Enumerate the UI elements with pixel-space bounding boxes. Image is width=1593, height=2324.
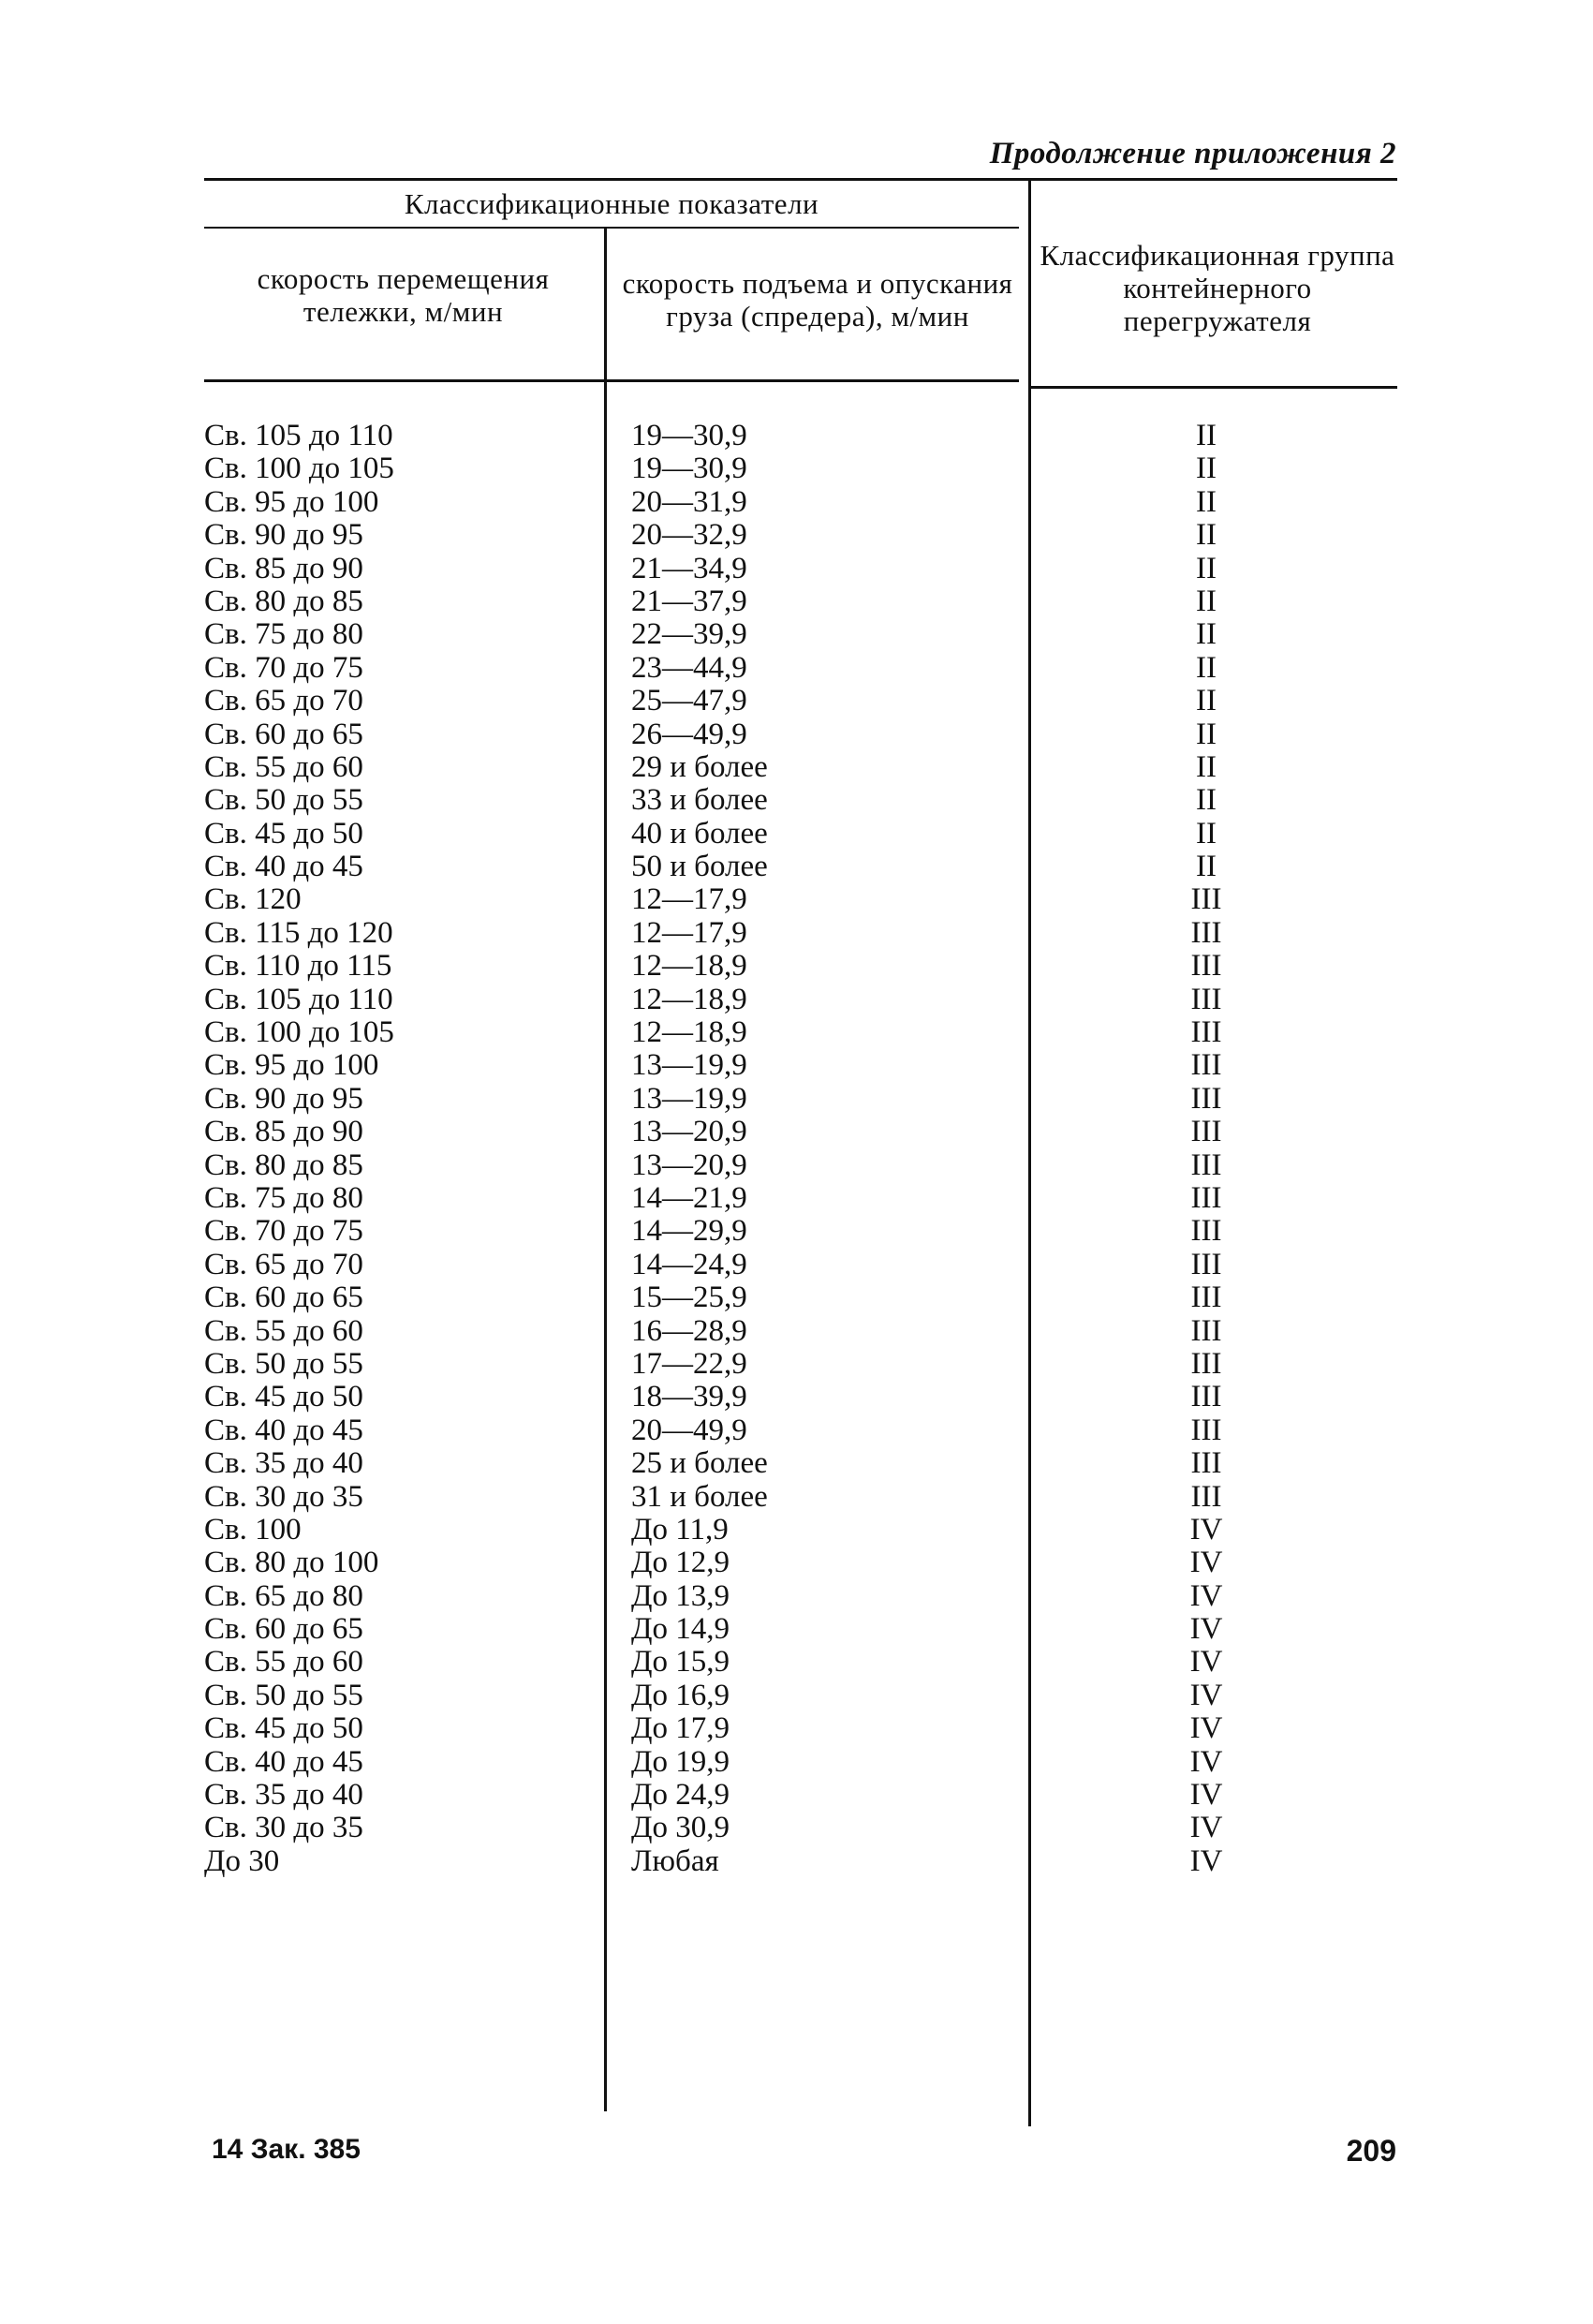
- trolley-speed-cell: Св. 45 до 50: [204, 816, 363, 851]
- lift-speed-cell: 15—25,9: [631, 1280, 747, 1315]
- lift-speed-cell: 31 и более: [631, 1479, 768, 1514]
- lift-speed-cell: 19—30,9: [631, 451, 747, 486]
- table-row: [204, 883, 1397, 916]
- trolley-speed-cell: Св. 30 до 35: [204, 1811, 363, 1845]
- lift-speed-cell: 20—31,9: [631, 484, 747, 519]
- trolley-speed-cell: Св. 65 до 70: [204, 684, 363, 718]
- class-group-cell: III: [1190, 1048, 1222, 1083]
- page-number: 209: [1346, 2134, 1396, 2168]
- lift-speed-cell: 13—20,9: [631, 1115, 747, 1149]
- trolley-speed-cell: Св. 70 до 75: [204, 1214, 363, 1249]
- trolley-speed-cell: Св. 95 до 100: [204, 1048, 379, 1083]
- class-group-cell: III: [1190, 949, 1222, 984]
- trolley-speed-cell: Св. 55 до 60: [204, 1313, 363, 1348]
- lift-speed-cell: 29 и более: [631, 749, 768, 784]
- class-group-cell: III: [1190, 982, 1222, 1016]
- class-group-cell: II: [1196, 816, 1217, 851]
- lift-speed-cell: До 16,9: [631, 1678, 730, 1712]
- class-group-cell: II: [1196, 717, 1217, 751]
- trolley-speed-cell: Св. 110 до 115: [204, 949, 392, 984]
- table-row: [204, 1249, 1397, 1281]
- trolley-speed-cell: Св. 65 до 80: [204, 1578, 363, 1613]
- lift-speed-cell: До 11,9: [631, 1512, 729, 1547]
- lift-speed-cell: 21—37,9: [631, 584, 747, 618]
- table-row: [204, 1547, 1397, 1579]
- table-row: [204, 585, 1397, 618]
- table-row: [204, 818, 1397, 851]
- class-group-cell: III: [1190, 1180, 1222, 1215]
- table-row: [204, 984, 1397, 1016]
- table-body: [204, 420, 1397, 1878]
- class-group-cell: II: [1196, 850, 1217, 884]
- class-group-cell: IV: [1189, 1645, 1223, 1680]
- table-row: [204, 1812, 1397, 1844]
- trolley-speed-cell: Св. 120: [204, 882, 302, 917]
- trolley-speed-cell: Св. 85 до 90: [204, 551, 363, 585]
- class-group-cell: II: [1196, 684, 1217, 718]
- class-group-cell: III: [1190, 1280, 1222, 1315]
- trolley-speed-cell: Св. 55 до 60: [204, 749, 363, 784]
- trolley-speed-cell: Св. 80 до 100: [204, 1546, 379, 1580]
- class-group-cell: IV: [1189, 1811, 1223, 1845]
- table-row: [204, 1845, 1397, 1878]
- trolley-speed-cell: Св. 75 до 80: [204, 617, 363, 652]
- trolley-speed-cell: Св. 35 до 40: [204, 1446, 363, 1481]
- class-group-cell: III: [1190, 1413, 1222, 1447]
- lift-speed-cell: 40 и более: [631, 816, 768, 851]
- class-group-cell: II: [1196, 783, 1217, 818]
- lift-speed-cell: 13—19,9: [631, 1048, 747, 1083]
- table-row: [204, 1580, 1397, 1613]
- lift-speed-cell: 13—19,9: [631, 1081, 747, 1116]
- table-top-rule: [204, 178, 1397, 181]
- lift-speed-cell: 13—20,9: [631, 1147, 747, 1182]
- col-header-lift-speed: скорость подъема и опускания груза (спредера), м/мин: [622, 267, 1013, 333]
- lift-speed-cell: До 15,9: [631, 1645, 730, 1680]
- header-bottom-rule-right: [1030, 386, 1397, 389]
- class-group-cell: II: [1196, 451, 1217, 486]
- trolley-speed-cell: Св. 45 до 50: [204, 1380, 363, 1414]
- lift-speed-cell: 23—44,9: [631, 650, 747, 685]
- class-group-cell: IV: [1189, 1843, 1223, 1878]
- trolley-speed-cell: Св. 45 до 50: [204, 1711, 363, 1746]
- trolley-speed-cell: Св. 85 до 90: [204, 1115, 363, 1149]
- lift-speed-cell: Любая: [631, 1843, 719, 1878]
- class-group-cell: II: [1196, 419, 1217, 452]
- class-group-cell: III: [1190, 1479, 1222, 1514]
- trolley-speed-cell: Св. 100 до 105: [204, 451, 394, 486]
- lift-speed-cell: 33 и более: [631, 783, 768, 818]
- class-group-cell: II: [1196, 518, 1217, 553]
- lift-speed-cell: 22—39,9: [631, 617, 747, 652]
- class-group-cell: II: [1196, 584, 1217, 618]
- table-row: [204, 553, 1397, 585]
- trolley-speed-cell: Св. 80 до 85: [204, 1147, 363, 1182]
- table-row: [204, 1746, 1397, 1779]
- table-row: [204, 784, 1397, 817]
- table-row: [204, 1447, 1397, 1480]
- trolley-speed-cell: Св. 50 до 55: [204, 783, 363, 818]
- class-group-cell: III: [1190, 1081, 1222, 1116]
- table-row: [204, 1149, 1397, 1182]
- lift-speed-cell: 12—17,9: [631, 915, 747, 950]
- lift-speed-cell: 14—24,9: [631, 1247, 747, 1281]
- class-group-cell: IV: [1189, 1546, 1223, 1580]
- trolley-speed-cell: Св. 60 до 65: [204, 1612, 363, 1647]
- lift-speed-cell: До 24,9: [631, 1778, 730, 1813]
- table-row: [204, 1680, 1397, 1712]
- trolley-speed-cell: Св. 90 до 95: [204, 1081, 363, 1116]
- table-row: [204, 718, 1397, 751]
- class-group-cell: II: [1196, 650, 1217, 685]
- table-row: [204, 1613, 1397, 1646]
- class-group-cell: III: [1190, 1115, 1222, 1149]
- lift-speed-cell: 19—30,9: [631, 419, 747, 452]
- class-group-cell: IV: [1189, 1512, 1223, 1547]
- table-row: [204, 1281, 1397, 1314]
- table-row: [204, 452, 1397, 485]
- table-row: [204, 1414, 1397, 1447]
- table-row: [204, 486, 1397, 519]
- continuation-caption: Продолжение приложения 2: [989, 137, 1396, 170]
- lift-speed-cell: 20—32,9: [631, 518, 747, 553]
- table-row: [204, 1646, 1397, 1679]
- lift-speed-cell: До 17,9: [631, 1711, 730, 1746]
- trolley-speed-cell: Св. 60 до 65: [204, 1280, 363, 1315]
- lift-speed-cell: 14—21,9: [631, 1180, 747, 1215]
- trolley-speed-cell: Св. 100: [204, 1512, 302, 1547]
- table-row: [204, 519, 1397, 552]
- trolley-speed-cell: Св. 80 до 85: [204, 584, 363, 618]
- class-group-cell: III: [1190, 1015, 1222, 1050]
- table-row: [204, 1049, 1397, 1082]
- lift-speed-cell: 12—18,9: [631, 982, 747, 1016]
- class-group-cell: III: [1190, 1380, 1222, 1414]
- trolley-speed-cell: До 30: [204, 1843, 280, 1878]
- table-row: [204, 1779, 1397, 1812]
- trolley-speed-cell: Св. 40 до 45: [204, 1413, 363, 1447]
- lift-speed-cell: 17—22,9: [631, 1346, 747, 1381]
- col-header-trolley-speed: скорость перемещения тележки, м/мин: [257, 262, 550, 328]
- table-row: [204, 1481, 1397, 1514]
- lift-speed-cell: 25 и более: [631, 1446, 768, 1481]
- trolley-speed-cell: Св. 90 до 95: [204, 518, 363, 553]
- class-group-cell: II: [1196, 551, 1217, 585]
- trolley-speed-cell: Св. 95 до 100: [204, 484, 379, 519]
- table-row: [204, 1016, 1397, 1049]
- class-group-cell: III: [1190, 882, 1222, 917]
- lift-speed-cell: До 14,9: [631, 1612, 730, 1647]
- trolley-speed-cell: Св. 105 до 110: [204, 982, 393, 1016]
- lift-speed-cell: 12—17,9: [631, 882, 747, 917]
- table-row: [204, 1116, 1397, 1148]
- trolley-speed-cell: Св. 65 до 70: [204, 1247, 363, 1281]
- print-order-note: 14 Зак. 385: [212, 2134, 361, 2165]
- header-bottom-rule-left: [204, 379, 1019, 382]
- class-group-cell: III: [1190, 1247, 1222, 1281]
- lift-speed-cell: 16—28,9: [631, 1313, 747, 1348]
- table-row: [204, 1381, 1397, 1414]
- class-group-cell: IV: [1189, 1711, 1223, 1746]
- table-row: [204, 1348, 1397, 1381]
- class-group-cell: IV: [1189, 1578, 1223, 1613]
- table-row: [204, 652, 1397, 685]
- class-group-cell: II: [1196, 484, 1217, 519]
- trolley-speed-cell: Св. 60 до 65: [204, 717, 363, 751]
- class-group-cell: IV: [1189, 1612, 1223, 1647]
- table-row: [204, 917, 1397, 950]
- lift-speed-cell: 12—18,9: [631, 1015, 747, 1050]
- table-row: [204, 420, 1397, 452]
- table-row: [204, 685, 1397, 718]
- class-group-cell: III: [1190, 1446, 1222, 1481]
- trolley-speed-cell: Св. 75 до 80: [204, 1180, 363, 1215]
- lift-speed-cell: До 19,9: [631, 1744, 730, 1779]
- class-group-cell: IV: [1189, 1744, 1223, 1779]
- class-group-cell: IV: [1189, 1678, 1223, 1712]
- class-group-cell: II: [1196, 749, 1217, 784]
- lift-speed-cell: 21—34,9: [631, 551, 747, 585]
- table-row: [204, 1315, 1397, 1348]
- trolley-speed-cell: Св. 100 до 105: [204, 1015, 394, 1050]
- class-group-cell: III: [1190, 915, 1222, 950]
- lift-speed-cell: 50 и более: [631, 850, 768, 884]
- trolley-speed-cell: Св. 70 до 75: [204, 650, 363, 685]
- class-group-cell: III: [1190, 1147, 1222, 1182]
- class-group-cell: IV: [1189, 1778, 1223, 1813]
- lift-speed-cell: 12—18,9: [631, 949, 747, 984]
- class-group-cell: III: [1190, 1313, 1222, 1348]
- lift-speed-cell: 14—29,9: [631, 1214, 747, 1249]
- col-header-class-group: Классификационная группа контейнерного перегружателя: [1040, 239, 1395, 337]
- trolley-speed-cell: Св. 50 до 55: [204, 1346, 363, 1381]
- trolley-speed-cell: Св. 55 до 60: [204, 1645, 363, 1680]
- group-header: Классификационные показатели: [404, 186, 819, 220]
- class-group-cell: III: [1190, 1346, 1222, 1381]
- trolley-speed-cell: Св. 35 до 40: [204, 1778, 363, 1813]
- lift-speed-cell: До 30,9: [631, 1811, 730, 1845]
- table-row: [204, 751, 1397, 784]
- trolley-speed-cell: Св. 40 до 45: [204, 850, 363, 884]
- trolley-speed-cell: Св. 115 до 120: [204, 915, 393, 950]
- lift-speed-cell: 18—39,9: [631, 1380, 747, 1414]
- lift-speed-cell: 25—47,9: [631, 684, 747, 718]
- table-row: [204, 1083, 1397, 1116]
- table-row: [204, 1712, 1397, 1745]
- table-row: [204, 1215, 1397, 1248]
- trolley-speed-cell: Св. 50 до 55: [204, 1678, 363, 1712]
- lift-speed-cell: 20—49,9: [631, 1413, 747, 1447]
- group-header-rule: [204, 227, 1019, 229]
- table-row: [204, 950, 1397, 983]
- table-row: [204, 1182, 1397, 1215]
- classification-table: [204, 178, 1397, 2126]
- class-group-cell: II: [1196, 617, 1217, 652]
- class-group-cell: III: [1190, 1214, 1222, 1249]
- table-row: [204, 851, 1397, 883]
- table-row: [204, 1514, 1397, 1547]
- lift-speed-cell: 26—49,9: [631, 717, 747, 751]
- trolley-speed-cell: Св. 40 до 45: [204, 1744, 363, 1779]
- lift-speed-cell: До 12,9: [631, 1546, 730, 1580]
- trolley-speed-cell: Св. 105 до 110: [204, 419, 393, 452]
- trolley-speed-cell: Св. 30 до 35: [204, 1479, 363, 1514]
- table-row: [204, 618, 1397, 651]
- lift-speed-cell: До 13,9: [631, 1578, 730, 1613]
